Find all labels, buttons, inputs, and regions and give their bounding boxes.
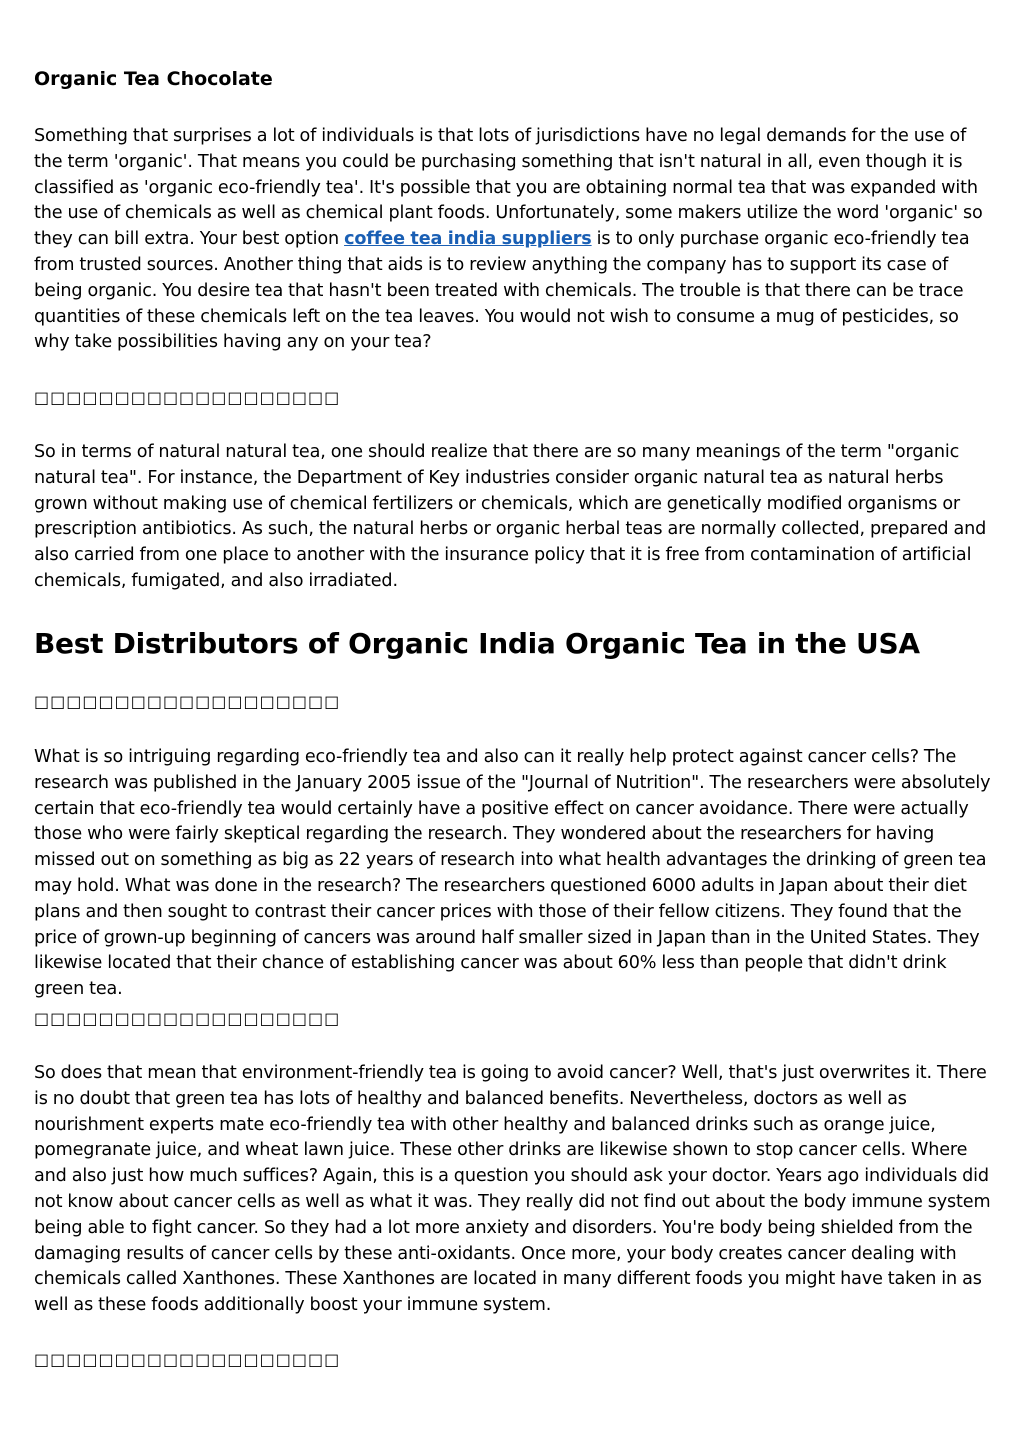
placeholder-glyph-row: □□□□□□□□□□□□□□□□□□□ <box>34 1350 341 1369</box>
supplier-link[interactable]: coffee tea india suppliers <box>344 229 592 250</box>
section-title: Organic Tea Chocolate <box>34 68 273 90</box>
paragraph-cancer-research: What is so intriguing regarding eco-friendly tea and also can it really help protect against cancer cells? The research was published in the January 2005 issue of the "Journal of Nutrition". The researchers were absolutely certain that eco-friendly tea would certainly have a positive effect on cancer avoidance. There were actually those who were fairly skeptical regarding the research. They wondered about the researchers for having missed out on something as big as 22 years of research into what health advantages the drinking of green tea may hold. What was done in the research? The researchers questioned 6000 adults in Japan about their diet plans and then sought to contrast their cancer prices with those of their fellow citizens. They found that the price of grown-up beginning of cancers was around half smaller sized in Japan than in the United States. They likewise located that their chance of establishing cancer was about 60% less than people that didn't drink green tea. <box>34 747 991 1000</box>
paragraph-text: Something that surprises a lot of individuals is that lots of jurisdictions have no legal demands for the use of the term 'organic'. That means you could be purchasing something that isn't natural in all, even though it is classified as 'organic eco-friendly tea'. It's possible that you are obtaining normal tea that was expanded with the use of chemicals as well as chemical plant foods. Unfortunately, some makers utilize the word 'organic' so they can bill extra. Your best option <box>34 126 983 250</box>
paragraph-green-tea-benefits: So does that mean that environment-friendly tea is going to avoid cancer? Well, that's just overwrites it. There is no doubt that green tea has lots of healthy and balanced benefits. Nevertheless, doctors as well as nourishment experts mate eco-friendly tea with other healthy and balanced drinks such as orange juice, pomegranate juice, and wheat lawn juice. These other drinks are likewise shown to stop cancer cells. Where and also just how much suffices? Again, this is a question you should ask your doctor. Years ago individuals did not know about cancer cells as well as what it was. They really did not find out about the body immune system being able to fight cancer. So they had a lot more anxiety and disorders. You're body being shielded from the damaging results of cancer cells by these anti-oxidants. Once more, your body creates cancer dealing with chemicals called Xanthones. These Xanthones are located in many different foods you might have taken in as well as these foods additionally boost your immune system. <box>34 1063 991 1316</box>
paragraph-text: is to only purchase organic eco-friendly tea from trusted sources. Another thing that aids is to review anything the company has to support its case of being organic. You desire tea that hasn't been treated with chemicals. The trouble is that there can be trace quantities of these chemicals left on the tea leaves. You would not wish to consume a mug of pesticides, so why take possibilities having any on your tea? <box>34 229 970 353</box>
paragraph-natural-tea-definition: So in terms of natural natural tea, one should realize that there are so many meanings of the term "organic natural tea". For instance, the Department of Key industries consider organic natural tea as natural herbs grown without making use of chemical fertilizers or chemicals, which are genetically modified organisms or prescription antibiotics. As such, the natural herbs or organic herbal teas are normally collected, prepared and also carried from one place to another with the insurance policy that it is free from contamination of artificial chemicals, fumigated, and also irradiated. <box>34 442 987 591</box>
placeholder-glyph-row: □□□□□□□□□□□□□□□□□□□ <box>34 388 341 407</box>
placeholder-glyph-row: □□□□□□□□□□□□□□□□□□□ <box>34 692 341 711</box>
placeholder-glyph-row: □□□□□□□□□□□□□□□□□□□ <box>34 1009 341 1028</box>
paragraph-organic-labeling <box>34 124 996 356</box>
page-heading: Best Distributors of Organic India Organic Tea in the USA <box>34 627 920 660</box>
